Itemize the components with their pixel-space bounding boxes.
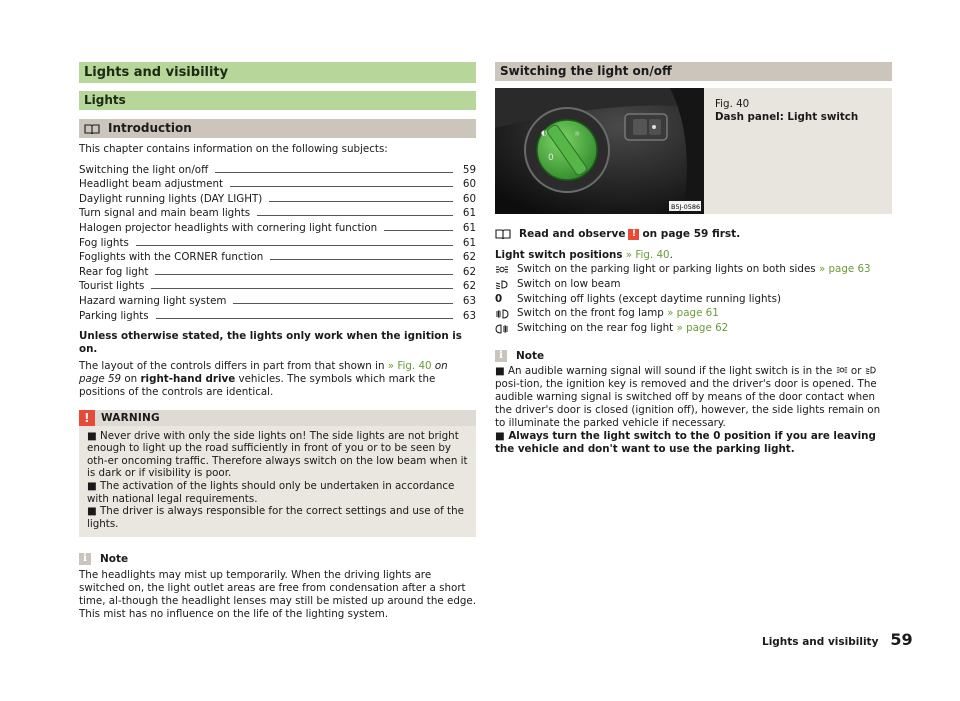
- toc-row[interactable]: Parking lights 63: [79, 309, 476, 322]
- rear-fog-icon: [495, 321, 517, 336]
- position-row: Switch on low beam: [495, 277, 892, 292]
- warning-icon: !: [79, 410, 95, 426]
- warning-item: ■ Never drive with only the side lights on! The side lights are not bright enough to light up the road sufficiently in front of you or to be seen by oth-er oncoming traffic. Therefore always switch on the low beam when it is dark or if visibility is poor.: [87, 429, 468, 480]
- toc-row[interactable]: Halogen projector headlights with cornering light function 61: [79, 221, 476, 234]
- light-switch-photo: [495, 88, 704, 214]
- figure-box: [495, 88, 892, 214]
- position-row: Switching on the rear fog light » page 62: [495, 321, 892, 336]
- section-title-right: Switching the light on/off: [495, 62, 892, 81]
- positions-list: [495, 262, 892, 336]
- right-column: [495, 62, 892, 456]
- page-footer: [762, 630, 913, 649]
- svg-text:☼: ☼: [574, 130, 581, 138]
- page-link[interactable]: » page 62: [676, 322, 729, 335]
- warning-box: [79, 410, 476, 538]
- svg-text:◐: ◐: [541, 129, 548, 137]
- subsection-title: Lights: [79, 91, 476, 110]
- toc-row[interactable]: Headlight beam adjustment 60: [79, 178, 476, 191]
- note-label: Note: [516, 349, 545, 362]
- note-header: [79, 553, 476, 565]
- position-row: Switch on the parking light or parking lights on both sides » page 63: [495, 262, 892, 277]
- warning-mini-icon: !: [628, 229, 639, 240]
- off-symbol: 0: [495, 292, 503, 305]
- front-fog-icon: [495, 306, 517, 321]
- position-row: 0 Switching off lights (except daytime running lights): [495, 292, 781, 305]
- parking-light-icon: [836, 366, 848, 374]
- fig-link[interactable]: » Fig. 40: [625, 249, 670, 261]
- warning-label: WARNING: [101, 411, 160, 424]
- info-icon: i: [79, 553, 91, 565]
- note-header-right: [495, 350, 892, 362]
- read-observe: Read and observe ! on page 59 first.: [495, 228, 892, 240]
- note-item: ■ Always turn the light switch to the 0 position if you are leaving the vehicle and don't want to use the parking light.: [495, 429, 876, 455]
- toc-list: [79, 161, 476, 322]
- page-link[interactable]: » page 63: [818, 263, 871, 275]
- note-item: ■ An audible warning signal will sound if the light switch is in the or posi-tion, the ignition key is removed and the driver's door is opened. The audible warning signal is switched off by means of the door contact when the driver's door is closed (ignition off), however, the side lights remain on to illuminate the parked vehicle if necessary.: [495, 364, 881, 429]
- toc-row[interactable]: Daylight running lights (DAY LIGHT) 60: [79, 192, 476, 205]
- ignition-note: Unless otherwise stated, the lights only work when the ignition is on.: [79, 329, 462, 355]
- toc-row[interactable]: Turn signal and main beam lights 61: [79, 207, 476, 220]
- low-beam-icon: [495, 277, 517, 292]
- left-column: [79, 62, 476, 621]
- toc-row[interactable]: Fog lights 61: [79, 236, 476, 249]
- toc-row[interactable]: Switching the light on/off 59: [79, 163, 476, 176]
- section-title: Lights and visibility: [79, 62, 476, 83]
- positions-intro: Light switch positions » Fig. 40.: [495, 249, 673, 261]
- toc-row[interactable]: Hazard warning light system 63: [79, 294, 476, 307]
- footer-section: Lights and visibility: [762, 636, 879, 648]
- layout-paragraph: The layout of the controls differs in part from that shown in » Fig. 40 on page 59 on right-hand drive vehicles. The symbols which mark the positions of the controls are identical.: [79, 359, 448, 398]
- toc-row[interactable]: Rear fog light 62: [79, 265, 476, 278]
- toc-row[interactable]: Tourist lights 62: [79, 280, 476, 293]
- toc-row[interactable]: Foglights with the CORNER function 62: [79, 251, 476, 264]
- info-icon: i: [495, 350, 507, 362]
- introduction-title: Introduction: [108, 121, 192, 135]
- intro-text: This chapter contains information on the following subjects:: [79, 143, 388, 155]
- warning-item: ■ The activation of the lights should only be undertaken in accordance with national legal requirements.: [87, 479, 455, 505]
- note-label: Note: [100, 553, 129, 566]
- book-icon: [495, 229, 511, 239]
- note-text: The headlights may mist up temporarily. When the driving lights are switched on, the light outlet areas are free from condensation after a short time, al-though the headlight lenses may still be misted up around the edge. This mist has no influence on the life of the lighting system.: [79, 569, 476, 621]
- page-link[interactable]: » page 61: [667, 307, 719, 320]
- introduction-header: [79, 119, 476, 138]
- figure-label: Fig. 40: [715, 98, 750, 110]
- book-icon: [84, 124, 100, 134]
- parking-light-icon: [495, 262, 517, 277]
- position-row: Switch on the front fog lamp » page 61: [495, 306, 892, 321]
- low-beam-icon: [865, 366, 877, 374]
- figure-code: B5J-0586: [671, 203, 701, 211]
- fig-link[interactable]: » Fig. 40: [387, 359, 432, 372]
- warning-header: [79, 410, 476, 426]
- figure-caption: Dash panel: Light switch: [715, 111, 859, 123]
- svg-text:0: 0: [548, 153, 554, 163]
- figure-caption-block: [715, 98, 858, 124]
- page-number: 59: [890, 630, 913, 649]
- warning-item: ■ The driver is always responsible for the correct settings and use of the lights.: [87, 505, 464, 530]
